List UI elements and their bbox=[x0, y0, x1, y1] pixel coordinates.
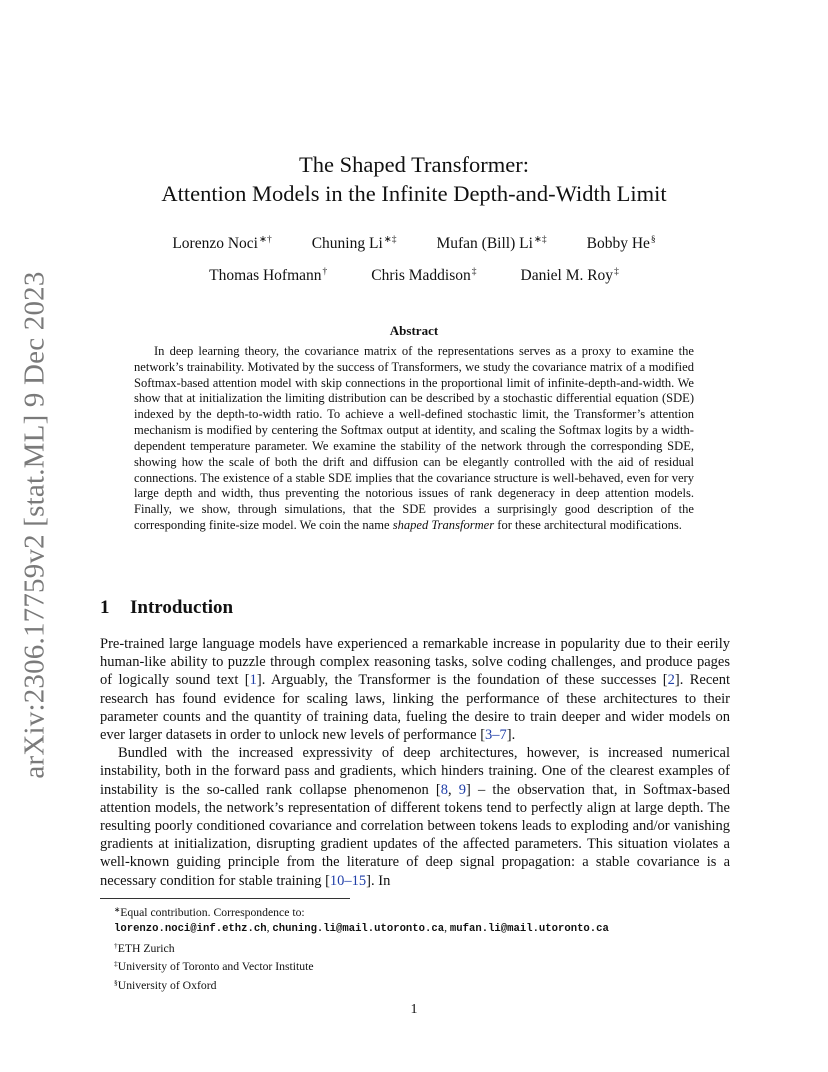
section-title: Introduction bbox=[130, 597, 234, 618]
section-number: 1 bbox=[100, 597, 110, 618]
footnote-divider bbox=[100, 898, 350, 899]
title-line-2: Attention Models in the Infinite Depth-and-Width Limit bbox=[161, 181, 667, 206]
email-link[interactable]: chuning.li@mail.utoronto.ca bbox=[272, 923, 445, 936]
arxiv-identifier-stamp: arXiv:2306.17759v2 [stat.ML] 9 Dec 2023 bbox=[18, 271, 51, 779]
paper-title bbox=[100, 150, 728, 208]
author-row-1 bbox=[100, 226, 728, 258]
footnotes bbox=[114, 902, 734, 993]
abstract-heading: Abstract bbox=[389, 323, 439, 338]
author: Chuning Li∗‡ bbox=[311, 235, 397, 252]
citation-link[interactable]: 3–7 bbox=[485, 727, 507, 744]
page-number: 1 bbox=[410, 1002, 418, 1017]
citation-link[interactable]: 8 bbox=[440, 781, 449, 798]
abstract bbox=[134, 323, 694, 534]
author-row-2 bbox=[100, 258, 728, 290]
paragraph: Bundled with the increased expressivity of deep architectures, however, is increased numerical instability, both in the forward pass and gradients, which hinders training. One of the clearest examples of instability is the so-called rank collapse phenomenon [8, 9] – the observation that, in Softmax-based attention models, the network’s representation of different tokens tend to perfectly align at large depth. The resulting poorly conditioned covariance and correlation between tokens leads to exploding and/or vanishing gradients at initialization, disrupting gradient updates of the affected parameters. This situation violates a well-known guiding principle from the literature of deep signal propagation: a stable covariance is a necessary condition for stable training [10–15]. In bbox=[100, 745, 730, 889]
author: Mufan (Bill) Li∗‡ bbox=[436, 235, 547, 252]
abstract-text: In deep learning theory, the covariance matrix of the representations serves as a proxy to examine the network’s trainability. Motivated by the success of Transformers, we study the covariance matrix of a modified Softmax-based attention model with skip connections in the proportional limit of infinite-depth-and-width. We show that at initialization the limiting distribution can be described by a stochastic differential equation (SDE) indexed by the depth-to-width ratio. To achieve a well-defined stochastic limit, the Transformer’s attention mechanism is modified by centering the Softmax output at identity, and scaling the Softmax logits by a width-dependent temperature parameter. We examine the stability of the network through the corresponding SDE, showing how the scale of both the drift and diffusion can be elegantly controlled with the aid of residual connections. The existence of a stable SDE implies that the covariance structure is well-behaved, even for very large depth and width, thus preventing the notorious issues of rank degeneracy in deep attention models. Finally, we show, through simulations, that the SDE provides a surprisingly good description of the corresponding finite-size model. We coin the name shaped Transformer for these architectural modifications. bbox=[134, 343, 694, 533]
footnote-emails: lorenzo.noci@inf.ethz.ch, chuning.li@mail.utoronto.ca, mufan.li@mail.utoronto.ca bbox=[114, 921, 609, 936]
email-link[interactable]: mufan.li@mail.utoronto.ca bbox=[449, 923, 609, 936]
footnote-affiliation-eth: †ETH Zurich bbox=[114, 940, 175, 955]
author: Lorenzo Noci∗† bbox=[172, 235, 272, 252]
footnote-affiliation-toronto: ‡University of Toronto and Vector Institute bbox=[114, 959, 314, 974]
section-heading bbox=[100, 597, 233, 619]
body-text bbox=[100, 635, 730, 890]
paragraph: Pre-trained large language models have experienced a remarkable increase in popularity due to their eerily human-like ability to puzzle through complex reasoning tasks, solve coding challenges, and produce pages of logically sound text [1]. Arguably, the Transformer is the foundation of these successes [2]. Recent research has found evidence for scaling laws, linking the performance of these architectures to their parameter counts and the quantity of training data, fueling the desire to train deeper and wider models on ever larger datasets in order to unlock new levels of performance [3–7]. bbox=[100, 636, 731, 744]
footnote-equal-contribution: ∗Equal contribution. Correspondence to: bbox=[114, 905, 305, 919]
author: Daniel M. Roy‡ bbox=[520, 267, 619, 284]
citation-link[interactable]: 2 bbox=[667, 672, 675, 689]
author-list bbox=[100, 226, 728, 290]
citation-link[interactable]: 9 bbox=[458, 781, 467, 798]
author: Bobby He§ bbox=[586, 235, 656, 252]
author: Thomas Hofmann† bbox=[209, 267, 328, 284]
citation-link[interactable]: 1 bbox=[249, 672, 257, 689]
author: Chris Maddison‡ bbox=[371, 267, 477, 284]
title-line-1: The Shaped Transformer: bbox=[299, 152, 529, 177]
footnote-affiliation-oxford: §University of Oxford bbox=[114, 977, 217, 992]
citation-link[interactable]: 10–15 bbox=[329, 872, 367, 889]
email-link[interactable]: lorenzo.noci@inf.ethz.ch bbox=[114, 923, 267, 936]
